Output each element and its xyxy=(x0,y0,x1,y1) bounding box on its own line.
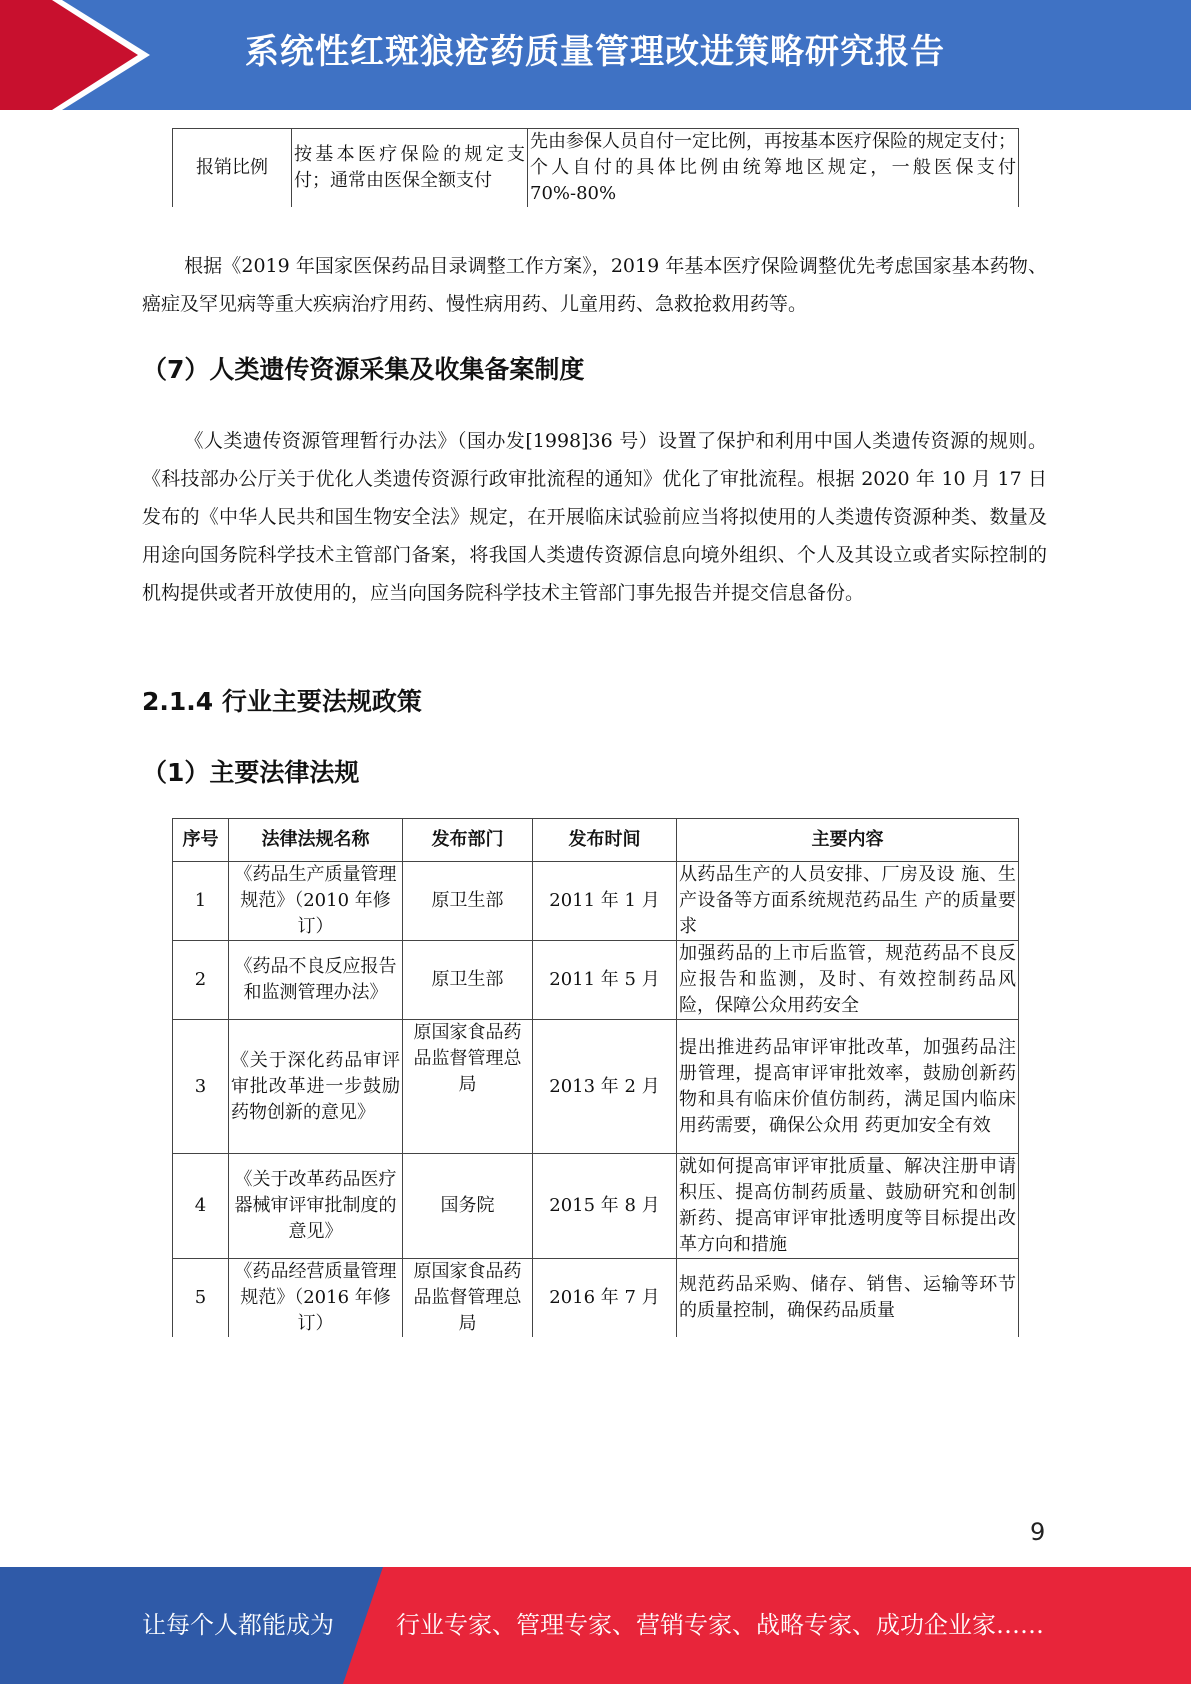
cell-content: 规范药品采购、储存、销售、运输等环节的质量控制，确保药品质量 xyxy=(677,1259,1019,1338)
cell-index: 5 xyxy=(173,1259,229,1338)
footer-banner xyxy=(0,1567,1191,1684)
section-heading-laws: （1）主要法律法规 xyxy=(142,758,360,787)
table-row xyxy=(173,941,1019,1020)
reimburse-label: 报销比例 xyxy=(173,129,292,208)
cell-name: 《药品不良反应报告和监测管理办法》 xyxy=(229,941,403,1020)
cell-department: 原国家食品药品监督管理总局 xyxy=(403,1020,533,1154)
section-heading-2-1-4: 2.1.4 行业主要法规政策 xyxy=(142,687,422,716)
laws-table xyxy=(172,818,1019,1337)
cell-index: 1 xyxy=(173,862,229,941)
table-row xyxy=(173,862,1019,941)
cell-name: 《药品生产质量管理规范》（2010 年修订） xyxy=(229,862,403,941)
cell-index: 3 xyxy=(173,1020,229,1154)
reimburse-basic: 按基本医疗保险的规定支付；通常由医保全额支付 xyxy=(292,129,528,208)
cell-content: 加强药品的上市后监管，规范药品不良反应报告和监测，及时、有效控制药品风险，保障公众用药安全 xyxy=(677,941,1019,1020)
footer-slogan-left: 让每个人都能成为 xyxy=(142,1611,334,1639)
cell-content: 就如何提高审评审批质量、解决注册申请积压、提高仿制药质量、鼓励研究和创制新药、提高审评审批透明度等目标提出改革方向和措施 xyxy=(677,1154,1019,1259)
cell-content: 提出推进药品审评审批改革，加强药品注册管理，提高审评审批效率，鼓励创新药物和具有临床价值仿制药，满足国内临床用药需要，确保公众用 药更加安全有效 xyxy=(677,1020,1019,1154)
page-number: 9 xyxy=(1030,1518,1046,1546)
cell-name: 《关于深化药品审评审批改革进一步鼓励药物创新的意见》 xyxy=(229,1020,403,1154)
col-header-name: 法律法规名称 xyxy=(229,819,403,862)
cell-department: 原卫生部 xyxy=(403,862,533,941)
cell-department: 原卫生部 xyxy=(403,941,533,1020)
paragraph-text: 根据《2019 年国家医保药品目录调整工作方案》，2019 年基本医疗保险调整优先考虑国家基本药物、癌症及罕见病等重大疾病治疗用药、慢性病用药、儿童用药、急救抢救用药等。 xyxy=(142,255,1047,315)
reimburse-other: 先由参保人员自付一定比例，再按基本医疗保险的规定支付；个人自付的具体比例由统筹地区规定，一般医保支付 70%-80% xyxy=(528,129,1019,208)
col-header-content: 主要内容 xyxy=(677,819,1019,862)
cell-name: 《药品经营质量管理规范》（2016 年修订） xyxy=(229,1259,403,1338)
cell-date: 2013 年 2 月 xyxy=(533,1020,677,1154)
cell-content: 从药品生产的人员安排、厂房及设 施、生产设备等方面系统规范药品生 产的质量要求 xyxy=(677,862,1019,941)
col-header-date: 发布时间 xyxy=(533,819,677,862)
col-header-department: 发布部门 xyxy=(403,819,533,862)
section-heading-7: （7）人类遗传资源采集及收集备案制度 xyxy=(142,355,585,384)
cell-index: 2 xyxy=(173,941,229,1020)
reimbursement-table xyxy=(172,128,1019,207)
table-header-row xyxy=(173,819,1019,862)
cell-department: 国务院 xyxy=(403,1154,533,1259)
paragraph-medical-insurance xyxy=(142,247,1047,323)
cell-date: 2011 年 5 月 xyxy=(533,941,677,1020)
header-banner xyxy=(0,0,1191,110)
cell-name: 《关于改革药品医疗器械审评审批制度的意见》 xyxy=(229,1154,403,1259)
table-row xyxy=(173,129,1019,208)
cell-date: 2015 年 8 月 xyxy=(533,1154,677,1259)
cell-date: 2016 年 7 月 xyxy=(533,1259,677,1338)
paragraph-text: 《人类遗传资源管理暂行办法》（国办发[1998]36 号）设置了保护和利用中国人类遗传资源的规则。《科技部办公厅关于优化人类遗传资源行政审批流程的通知》优化了审批流程。根据 2020 年 10 月 17 日发布的《中华人民共和国生物安全法》规定，在开展临床试验前应当将拟使用的人类遗传资源种类、数量及用途向国务院科学技术主管部门备案，将我国人类遗传资源信息向境外组织、个人及其设立或者实际控制的机构提供或者开放使用的，应当向国务院科学技术主管部门事先报告并提交信息备份。 xyxy=(142,430,1047,604)
cell-index: 4 xyxy=(173,1154,229,1259)
cell-date: 2011 年 1 月 xyxy=(533,862,677,941)
table-row xyxy=(173,1259,1019,1338)
report-title: 系统性红斑狼疮药质量管理改进策略研究报告 xyxy=(245,32,945,72)
col-header-index: 序号 xyxy=(173,819,229,862)
footer-slogan-right: 行业专家、管理专家、营销专家、战略专家、成功企业家…… xyxy=(396,1611,1044,1639)
cell-department: 原国家食品药品监督管理总局 xyxy=(403,1259,533,1338)
table-row xyxy=(173,1154,1019,1259)
table-row xyxy=(173,1020,1019,1154)
paragraph-genetic-resources xyxy=(142,422,1047,612)
